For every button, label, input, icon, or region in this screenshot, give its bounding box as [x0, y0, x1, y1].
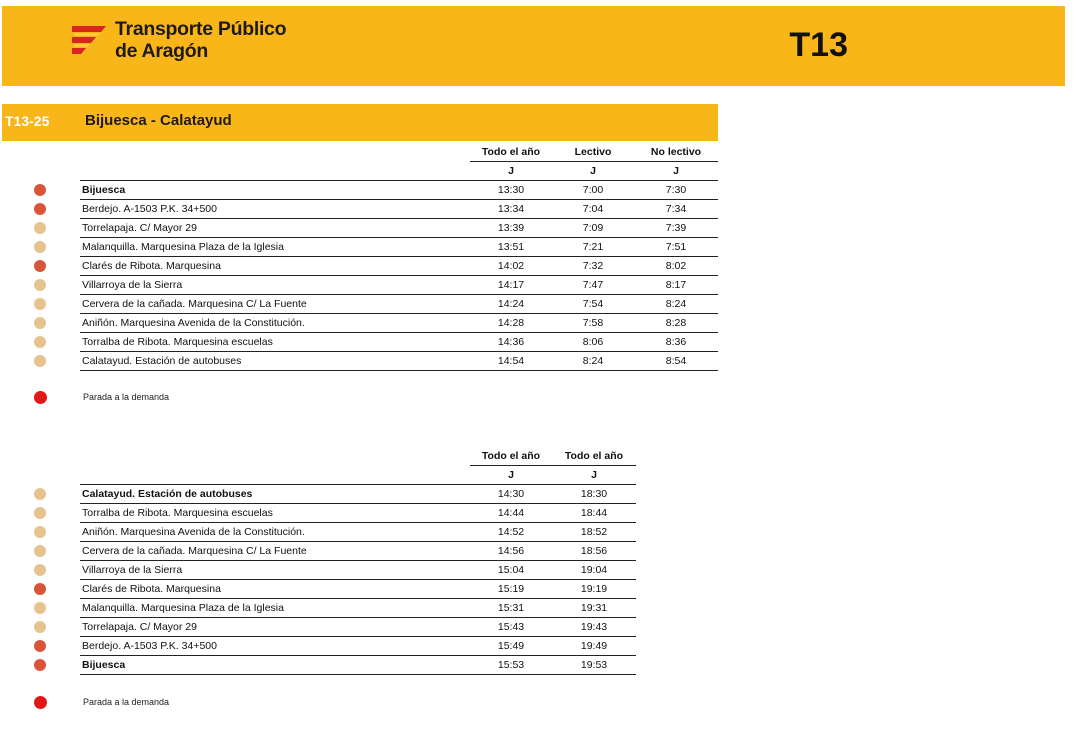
stop-dot-icon	[34, 222, 46, 234]
departure-time: 7:58	[552, 314, 634, 333]
stop-name: Malanquilla. Marquesina Plaza de la Iglesia	[80, 599, 470, 618]
brand-name	[115, 18, 286, 62]
departure-time: 14:36	[470, 333, 552, 352]
column-header: Lectivo	[552, 143, 634, 162]
departure-time: 7:30	[634, 181, 718, 200]
stop-marker	[0, 599, 80, 618]
stop-name: Berdejo. A-1503 P.K. 34+500	[80, 637, 470, 656]
departure-time: 8:06	[552, 333, 634, 352]
departure-time: 7:32	[552, 257, 634, 276]
stop-dot-icon	[34, 526, 46, 538]
departure-time: 13:30	[470, 181, 552, 200]
route-bar	[2, 104, 718, 141]
on-demand-dot-icon	[34, 696, 47, 709]
table-row	[0, 333, 718, 352]
departure-time: 14:02	[470, 257, 552, 276]
stop-marker	[0, 523, 80, 542]
stop-marker	[0, 637, 80, 656]
departure-time: 15:31	[470, 599, 552, 618]
stop-marker	[0, 618, 80, 637]
departure-time: 8:54	[634, 352, 718, 371]
table-row	[0, 561, 636, 580]
departure-time: 14:24	[470, 295, 552, 314]
day-header: J	[470, 162, 552, 181]
brand-line-1: Transporte Público	[115, 18, 287, 40]
departure-time: 18:56	[552, 542, 636, 561]
departure-time: 18:30	[552, 485, 636, 504]
table-row	[0, 295, 718, 314]
table-row	[0, 181, 718, 200]
stop-name: Torrelapaja. C/ Mayor 29	[80, 618, 470, 637]
stop-marker	[0, 542, 80, 561]
stop-dot-icon	[34, 241, 46, 253]
departure-time: 13:34	[470, 200, 552, 219]
table-row	[0, 523, 636, 542]
stop-name: Torralba de Ribota. Marquesina escuelas	[80, 333, 470, 352]
table-row	[0, 257, 718, 276]
departure-time: 14:54	[470, 352, 552, 371]
departure-time: 7:09	[552, 219, 634, 238]
departure-time: 18:52	[552, 523, 636, 542]
departure-time: 13:51	[470, 238, 552, 257]
stop-dot-icon	[34, 184, 46, 196]
departure-time: 19:19	[552, 580, 636, 599]
departure-time: 8:24	[634, 295, 718, 314]
departure-time: 14:17	[470, 276, 552, 295]
brand-line-2: de Aragón	[115, 40, 209, 62]
day-header: J	[552, 162, 634, 181]
day-header: J	[552, 466, 636, 485]
stop-marker	[0, 219, 80, 238]
stop-name: Villarroya de la Sierra	[80, 276, 470, 295]
stop-marker	[0, 276, 80, 295]
stop-dot-icon	[34, 564, 46, 576]
stop-marker	[0, 656, 80, 675]
stop-name: Torrelapaja. C/ Mayor 29	[80, 219, 470, 238]
column-header: Todo el año	[552, 447, 636, 466]
stop-name: Torralba de Ribota. Marquesina escuelas	[80, 504, 470, 523]
departure-time: 14:56	[470, 542, 552, 561]
stop-dot-icon	[34, 602, 46, 614]
departure-time: 7:54	[552, 295, 634, 314]
departure-time: 7:51	[634, 238, 718, 257]
stop-dot-icon	[34, 279, 46, 291]
stop-dot-icon	[34, 336, 46, 348]
table-row	[0, 219, 718, 238]
column-header: Todo el año	[470, 143, 552, 162]
departure-time: 7:39	[634, 219, 718, 238]
stop-name: Clarés de Ribota. Marquesina	[80, 257, 470, 276]
stop-marker	[0, 257, 80, 276]
header-banner	[2, 6, 1065, 86]
stop-dot-icon	[34, 260, 46, 272]
table-row	[0, 200, 718, 219]
stop-marker	[0, 485, 80, 504]
legend-text: Parada a la demanda	[83, 392, 170, 402]
table-row	[0, 352, 718, 371]
on-demand-dot-icon	[34, 391, 47, 404]
departure-time: 15:04	[470, 561, 552, 580]
column-header: Todo el año	[470, 447, 552, 466]
stop-dot-icon	[34, 659, 46, 671]
stop-dot-icon	[34, 583, 46, 595]
line-code: T13	[789, 26, 848, 64]
departure-time: 7:04	[552, 200, 634, 219]
departure-time: 14:30	[470, 485, 552, 504]
departure-time: 8:36	[634, 333, 718, 352]
departure-time: 15:43	[470, 618, 552, 637]
stop-dot-icon	[34, 507, 46, 519]
day-header: J	[634, 162, 718, 181]
table-row	[0, 656, 636, 675]
stop-name: Aniñón. Marquesina Avenida de la Constitución.	[80, 523, 470, 542]
table-row	[0, 580, 636, 599]
stop-name: Aniñón. Marquesina Avenida de la Constitución.	[80, 314, 470, 333]
stop-name: Villarroya de la Sierra	[80, 561, 470, 580]
stop-dot-icon	[34, 355, 46, 367]
stop-marker	[0, 504, 80, 523]
stop-name: Bijuesca	[80, 656, 470, 675]
departure-time: 8:28	[634, 314, 718, 333]
stop-name: Berdejo. A-1503 P.K. 34+500	[80, 200, 470, 219]
timetable-return	[0, 447, 636, 675]
stop-marker	[0, 333, 80, 352]
stop-dot-icon	[34, 298, 46, 310]
departure-time: 15:49	[470, 637, 552, 656]
departure-time: 8:17	[634, 276, 718, 295]
table-row	[0, 314, 718, 333]
stop-name: Bijuesca	[80, 181, 470, 200]
stop-dot-icon	[34, 621, 46, 633]
stop-marker	[0, 352, 80, 371]
departure-time: 19:31	[552, 599, 636, 618]
table-row	[0, 542, 636, 561]
departure-time: 7:21	[552, 238, 634, 257]
stop-name: Cervera de la cañada. Marquesina C/ La Fuente	[80, 295, 470, 314]
departure-time: 14:44	[470, 504, 552, 523]
departure-time: 7:47	[552, 276, 634, 295]
timetable-outbound	[0, 143, 718, 371]
stop-dot-icon	[34, 203, 46, 215]
departure-time: 8:24	[552, 352, 634, 371]
column-header: No lectivo	[634, 143, 718, 162]
table-row	[0, 485, 636, 504]
departure-time: 19:53	[552, 656, 636, 675]
stop-dot-icon	[34, 545, 46, 557]
stop-name: Cervera de la cañada. Marquesina C/ La Fuente	[80, 542, 470, 561]
departure-time: 7:00	[552, 181, 634, 200]
stop-name: Malanquilla. Marquesina Plaza de la Iglesia	[80, 238, 470, 257]
departure-time: 8:02	[634, 257, 718, 276]
stop-name: Clarés de Ribota. Marquesina	[80, 580, 470, 599]
departure-time: 7:34	[634, 200, 718, 219]
stop-name: Calatayud. Estación de autobuses	[80, 352, 470, 371]
stop-marker	[0, 200, 80, 219]
departure-time: 15:53	[470, 656, 552, 675]
table-row	[0, 637, 636, 656]
departure-time: 19:49	[552, 637, 636, 656]
table-row	[0, 276, 718, 295]
table-row	[0, 618, 636, 637]
route-code: T13-25	[5, 113, 50, 129]
brand-logo	[70, 18, 310, 68]
stop-marker	[0, 295, 80, 314]
day-header: J	[470, 466, 552, 485]
departure-time: 13:39	[470, 219, 552, 238]
departure-time: 15:19	[470, 580, 552, 599]
route-name: Bijuesca - Calatayud	[85, 112, 232, 129]
table-row	[0, 504, 636, 523]
stop-dot-icon	[34, 488, 46, 500]
stop-marker	[0, 561, 80, 580]
stop-marker	[0, 238, 80, 257]
departure-time: 19:04	[552, 561, 636, 580]
table-row	[0, 238, 718, 257]
stop-dot-icon	[34, 640, 46, 652]
stop-name: Calatayud. Estación de autobuses	[80, 485, 470, 504]
departure-time: 14:28	[470, 314, 552, 333]
stop-marker	[0, 314, 80, 333]
departure-time: 18:44	[552, 504, 636, 523]
stop-marker	[0, 181, 80, 200]
table-row	[0, 599, 636, 618]
departure-time: 19:43	[552, 618, 636, 637]
stop-marker	[0, 580, 80, 599]
legend-text: Parada a la demanda	[83, 697, 170, 707]
stop-dot-icon	[34, 317, 46, 329]
departure-time: 14:52	[470, 523, 552, 542]
aragon-flag-logo-icon	[70, 24, 108, 58]
